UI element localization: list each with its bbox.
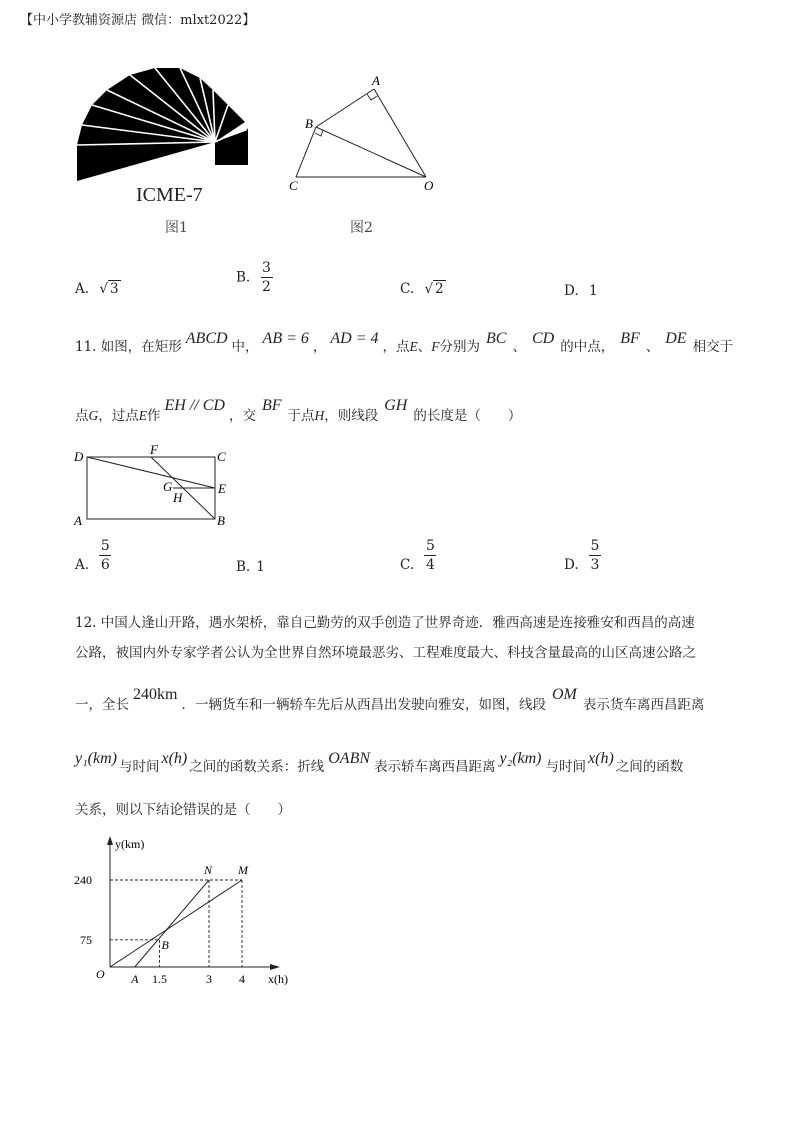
q10-option-d: D. 1 xyxy=(564,283,598,299)
q10-option-c: C. √ 2 xyxy=(400,281,444,297)
y-tick-75: 75 xyxy=(80,932,92,947)
q11-option-c: C. $\frac{5}{4}$ xyxy=(400,538,435,573)
point-b-label: B xyxy=(161,937,169,952)
q11-option-a: A. $\frac{5}{6}$ xyxy=(75,538,110,573)
q12-stem-line-4: y₁(km) 与时间 x(h) 之间的函数关系：折线 OABN 表示轿车离西昌距离 y₂(km) 与时间 x(h) 之间的函数 xyxy=(75,750,684,775)
q10-option-b: B. $\frac{3}{2}$ xyxy=(236,260,271,295)
q11-option-d: D. $\frac{5}{3}$ xyxy=(564,538,600,573)
q12-stem-line-5: 关系，则以下结论错误的是（ ） xyxy=(75,802,291,818)
fig2-point-a: A xyxy=(372,73,380,88)
y-tick-240: 240 xyxy=(74,873,92,887)
triangle-abco-figure xyxy=(285,70,445,195)
q10-option-a: A. √ 3 xyxy=(75,281,119,297)
q11-point-d: D xyxy=(74,449,84,464)
q11-point-f: F xyxy=(150,442,158,457)
q12-distance-time-chart xyxy=(74,835,330,995)
rectangle-abcd-figure xyxy=(70,443,240,533)
x-tick-1-5: 1.5 xyxy=(152,972,167,986)
q11-point-c: C xyxy=(217,449,226,464)
q12-stem-line-2: 公路，被国内外专家学者公认为全世界自然环境最恶劣、工程难度最大、科技含量最高的山区高速公路之 xyxy=(75,645,696,661)
fig2-point-o: O xyxy=(424,178,434,193)
x-axis-arrow xyxy=(270,964,280,970)
icme7-logo-figure xyxy=(70,60,260,190)
x-tick-a: A xyxy=(131,972,139,986)
q11-point-e: E xyxy=(218,481,226,496)
figure-1-label: 图1 xyxy=(165,220,188,236)
icme7-caption-text: ICME-7 xyxy=(136,184,203,206)
q12-stem-line-3: 一，全长240km．一辆货车和一辆轿车先后从西昌出发驶向雅安，如图，线段OM表示货车离西昌距离 xyxy=(75,686,705,713)
origin-label: O xyxy=(96,967,105,981)
q11-point-a: A xyxy=(74,513,82,528)
q11-point-g: G xyxy=(163,479,173,494)
y-axis-arrow xyxy=(107,836,113,845)
x-tick-3: 3 xyxy=(206,972,212,986)
q11-point-h: H xyxy=(173,490,183,505)
y-axis-label: y(km) xyxy=(115,837,145,851)
q11-stem-line-2: 点G，过点E作EH // CD，交BF于点H，则线段GH的长度是（ ） xyxy=(75,397,522,424)
series-om-line xyxy=(110,880,242,967)
x-tick-4: 4 xyxy=(239,972,245,986)
page-header: 【中小学教辅资源店 微信：mlxt2022】 xyxy=(20,13,256,28)
q12-stem-line-1: 12. 中国人逢山开路，遇水架桥，靠自己勤劳的双手创造了世界奇迹．雅西高速是连接雅安和西昌的高速 xyxy=(75,615,695,631)
x-axis-label: x(h) xyxy=(268,972,288,986)
fig2-point-b: B xyxy=(305,116,313,131)
figure-2-label: 图2 xyxy=(350,220,373,236)
q11-option-b: B. 1 xyxy=(236,559,265,575)
fig2-point-c: C xyxy=(289,178,298,193)
q11-point-b: B xyxy=(217,513,225,528)
point-m-label: M xyxy=(238,863,248,877)
point-n-label: N xyxy=(204,863,213,877)
q11-stem-line-1: 11. 如图，在矩形 ABCD 中， AB = 6 ， AD = 4 ，点E、F分别为 BC 、 CD 的中点， BF 、 DE 相交于 xyxy=(75,330,734,355)
series-oabn-line xyxy=(135,880,209,967)
